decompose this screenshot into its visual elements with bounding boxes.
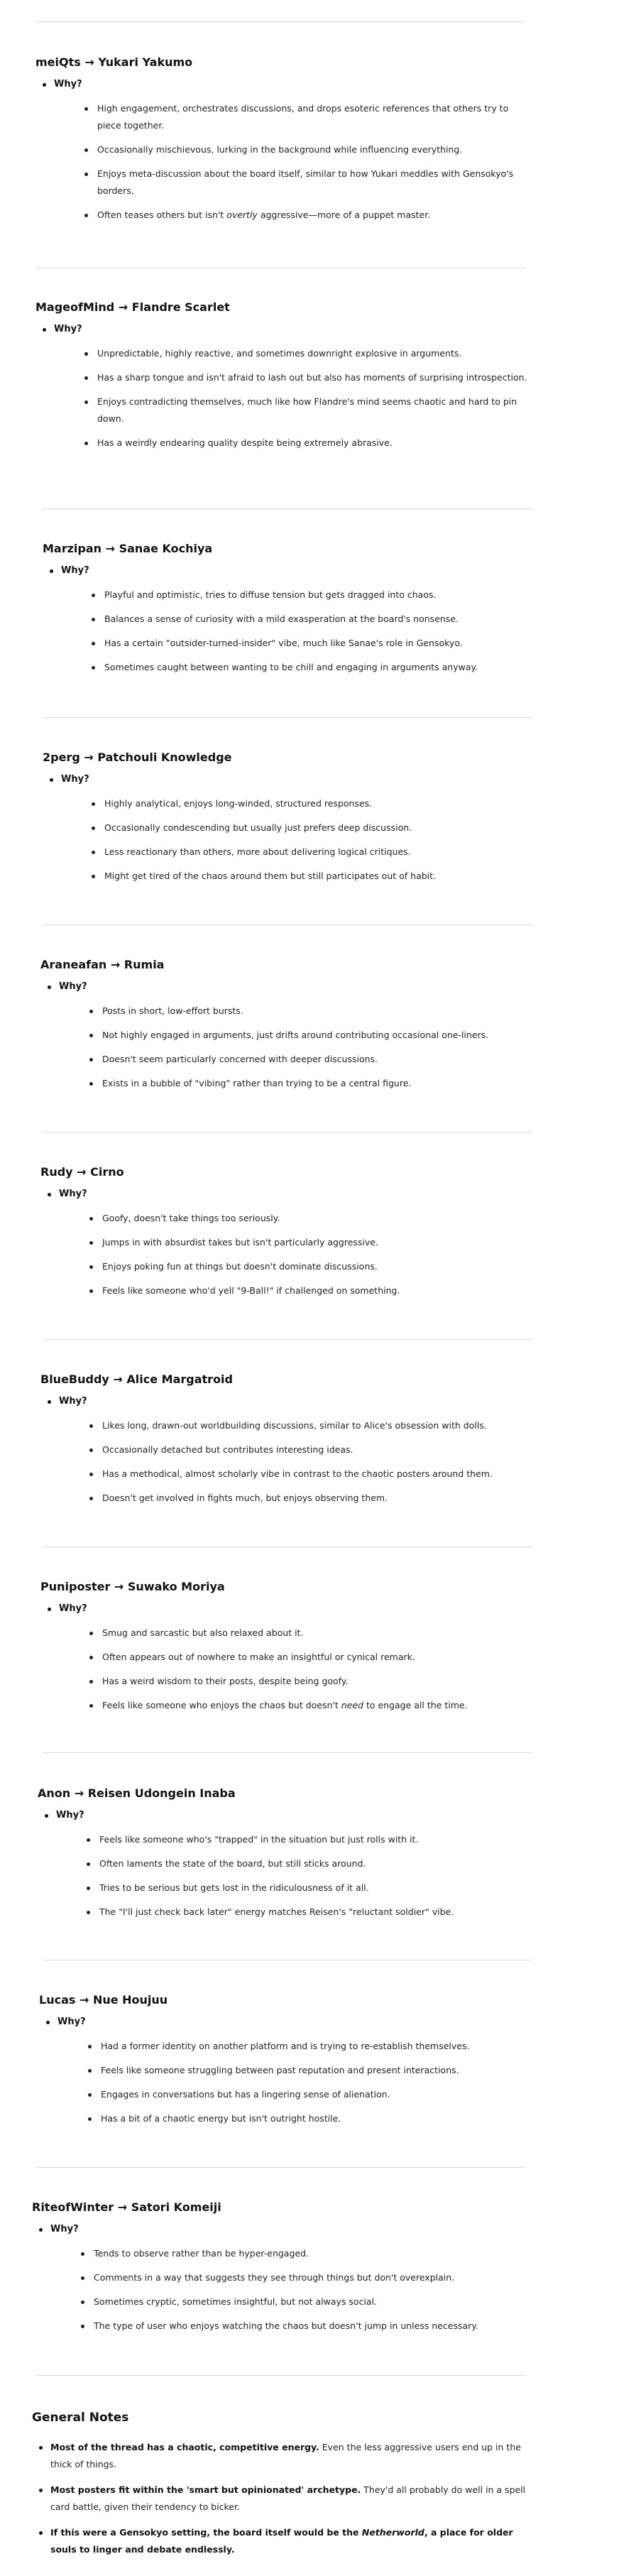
list-item: Had a former identity on another platform and is trying to re-establish themselves. <box>76 2038 536 2055</box>
list-item: Likes long, drawn-out worldbuilding discussions, similar to Alice's obsession with dolls. <box>77 1417 537 1434</box>
divider <box>43 1546 532 1547</box>
reason-list <box>59 1625 537 1714</box>
username: Puniposter <box>40 1580 111 1593</box>
list-item: Enjoys poking fun at things but doesn't dominate discussions. <box>77 1258 537 1275</box>
list-item: Tries to be serious but gets lost in the ridiculousness of it all. <box>75 1879 534 1896</box>
section-title: Araneafan → Rumia <box>40 958 165 971</box>
list-item: Posts in short, low-effort bursts. <box>77 1003 537 1020</box>
section-mageofmind <box>35 300 532 459</box>
general-notes-list <box>32 2439 529 2558</box>
section-riteofwinter <box>32 2200 529 2342</box>
section-title: MageofMind → Flandre Scarlet <box>35 300 230 314</box>
reason-list <box>54 345 532 452</box>
character-name: Nue Houjuu <box>92 1993 168 2007</box>
list-item: Has a methodical, almost scholarly vibe in contrast to the chaotic posters around them. <box>77 1466 537 1483</box>
list-item: Enjoys contradicting themselves, much like how Flandre's mind seems chaotic and hard to pin down. <box>72 393 532 427</box>
divider <box>43 1132 532 1133</box>
list-item: Often teases others but isn't overtly aggressive—more of a puppet master. <box>72 207 532 224</box>
divider <box>43 508 532 509</box>
section-title: BlueBuddy → Alice Margatroid <box>40 1372 233 1386</box>
list-item: Tends to observe rather than be hyper-engaged. <box>69 2245 529 2262</box>
section-meiqts <box>35 55 532 231</box>
why-item: Why? Smug and sarcastic but also relaxed about it. Often appears out of nowhere to make an insightful or cynical remark. Has a weird wisdom to their posts, despite being goofy. Feels like someone who enjoys the chaos but doesn't need to engage all the time. <box>40 1602 537 1714</box>
list-item: Highly analytical, enjoys long-winded, structured responses. <box>80 795 539 812</box>
username: Lucas <box>39 1993 76 2007</box>
divider <box>43 1339 532 1340</box>
reason-list <box>61 586 539 676</box>
list-item: Doesn't seem particularly concerned with deeper discussions. <box>77 1051 537 1068</box>
reason-list <box>50 2245 529 2335</box>
reason-list <box>61 795 539 885</box>
list-item: Smug and sarcastic but also relaxed about it. <box>77 1625 537 1642</box>
list-item: Often laments the state of the board, but still sticks around. <box>75 1855 534 1872</box>
section-rudy <box>40 1164 537 1306</box>
list-item: Occasionally detached but contributes interesting ideas. <box>77 1441 537 1458</box>
note-emphasis: Most of the thread has a chaotic, competitive energy. <box>50 2442 319 2452</box>
list-item: Feels like someone who enjoys the chaos but doesn't need to engage all the time. <box>77 1697 537 1714</box>
list-item: Most posters fit within the 'smart but opinionated' archetype. They'd all probably do well in a spell card battle, given their tendency to bicker. <box>32 2482 529 2516</box>
list-item: Not highly engaged in arguments, just drifts around contributing occasional one-liners. <box>77 1027 537 1044</box>
list-item: Has a weirdly endearing quality despite being extremely abrasive. <box>72 435 532 452</box>
list-item: Playful and optimistic, tries to diffuse tension but gets dragged into chaos. <box>80 586 539 604</box>
list-item: Unpredictable, highly reactive, and sometimes downright explosive in arguments. <box>72 345 532 362</box>
section-title: Lucas → Nue Houjuu <box>39 1993 168 2007</box>
section-title: Anon → Reisen Udongein Inaba <box>38 1786 236 1800</box>
note-emphasis: If this were a Gensokyo setting, the board itself would be the Netherworld, a place for older souls to linger and debate endlessly. <box>50 2527 513 2555</box>
emphasis: Netherworld <box>361 2527 424 2538</box>
why-list <box>40 1602 537 1714</box>
section-lucas <box>39 1992 536 2134</box>
section-araneafan <box>40 957 537 1099</box>
emphasis: need <box>341 1700 363 1710</box>
list-item: Goofy, doesn't take things too seriously. <box>77 1210 537 1227</box>
divider <box>43 1752 532 1753</box>
username: Araneafan <box>40 958 107 971</box>
why-item: Why? Highly analytical, enjoys long-winded, structured responses. Occasionally condescending but usually just prefers deep discussion. Less reactionary than others, more about delivering logical critiques. Might get tired of the chaos around them but still participates out of habit. <box>43 773 539 885</box>
character-name: Cirno <box>90 1165 124 1179</box>
divider <box>35 2375 525 2376</box>
why-list <box>43 773 539 885</box>
username: RiteofWinter <box>32 2200 114 2214</box>
general-notes-title: General Notes <box>32 2411 129 2425</box>
section-puniposter <box>40 1579 537 1721</box>
username: 2perg <box>43 751 80 764</box>
username: Marzipan <box>43 542 102 555</box>
list-item: Most of the thread has a chaotic, competitive energy. Even the less aggressive users end up in the thick of things. <box>32 2439 529 2473</box>
username: BlueBuddy <box>40 1372 109 1386</box>
why-item: Why? Had a former identity on another platform and is trying to re-establish themselves. Feels like someone struggling between past reputation and present interactions. Engages in conversations but has a lingering sense of alienation. Has a bit of a chaotic energy but isn't outright hostile. <box>39 2015 536 2127</box>
username: Rudy <box>40 1165 73 1179</box>
why-list <box>35 322 532 452</box>
character-name: Rumia <box>124 958 165 971</box>
list-item: Enjoys meta-discussion about the board itself, similar to how Yukari meddles with Gensokyo's borders. <box>72 165 532 200</box>
character-name: Sanae Kochiya <box>119 542 213 555</box>
emphasis: overtly <box>226 209 258 220</box>
reason-list <box>56 1831 534 1921</box>
list-item: Comments in a way that suggests they see through things but don't overexplain. <box>69 2269 529 2286</box>
list-item: Sometimes caught between wanting to be chill and engaging in arguments anyway. <box>80 659 539 676</box>
character-name: Flandre Scarlet <box>131 300 230 314</box>
reason-list <box>59 1417 537 1507</box>
section-title: Puniposter → Suwako Moriya <box>40 1580 225 1593</box>
divider <box>43 717 532 718</box>
character-name: Patchouli Knowledge <box>97 751 232 764</box>
why-list <box>43 564 539 676</box>
why-item: Why? Unpredictable, highly reactive, and sometimes downright explosive in arguments. Has a sharp tongue and isn't afraid to lash out but also has moments of surprising introspection. Enjoys contradicting themselves, much like how Flandre's mind seems chaotic and hard to pin down. Has a weirdly endearing quality despite being extremely abrasive. <box>35 322 532 452</box>
list-item: Often appears out of nowhere to make an insightful or cynical remark. <box>77 1649 537 1666</box>
general-notes <box>32 2409 529 2567</box>
list-item: Jumps in with absurdist takes but isn't particularly aggressive. <box>77 1234 537 1251</box>
why-list <box>40 1187 537 1299</box>
list-item: The type of user who enjoys watching the chaos but doesn't jump in unless necessary. <box>69 2318 529 2335</box>
why-list <box>40 1395 537 1507</box>
username: Anon <box>38 1786 71 1800</box>
section-title: Marzipan → Sanae Kochiya <box>43 542 213 555</box>
section-title: Rudy → Cirno <box>40 1165 124 1179</box>
why-list <box>38 1808 534 1921</box>
why-item: Why? High engagement, orchestrates discussions, and drops esoteric references that others try to piece together. Occasionally mischievous, lurking in the background while influencing everything. Enjoys meta-discussion about the board itself, similar to how Yukari meddles with Gensokyo's borders. Often teases others but isn't overtly aggressive—more of a puppet master. <box>35 77 532 224</box>
username: MageofMind <box>35 300 115 314</box>
section-marzipan <box>43 541 539 683</box>
why-list <box>32 2222 529 2335</box>
list-item: Engages in conversations but has a lingering sense of alienation. <box>76 2086 536 2103</box>
list-item: Doesn't get involved in fights much, but enjoys observing them. <box>77 1490 537 1507</box>
list-item: Sometimes cryptic, sometimes insightful, but not always social. <box>69 2293 529 2310</box>
why-item: Why? Goofy, doesn't take things too seriously. Jumps in with absurdist takes but isn't particularly aggressive. Enjoys poking fun at things but doesn't dominate discussions. Feels like someone who'd yell "9-Ball!" if challenged on something. <box>40 1187 537 1299</box>
list-item: Less reactionary than others, more about delivering logical critiques. <box>80 844 539 861</box>
note-emphasis: Most posters fit within the 'smart but opinionated' archetype. <box>50 2484 361 2495</box>
list-item: Might get tired of the chaos around them but still participates out of habit. <box>80 868 539 885</box>
section-title: RiteofWinter → Satori Komeiji <box>32 2200 221 2214</box>
list-item: Has a certain "outsider-turned-insider" vibe, much like Sanae's role in Gensokyo. <box>80 635 539 652</box>
list-item: Occasionally condescending but usually just prefers deep discussion. <box>80 819 539 836</box>
section-2perg <box>43 750 539 892</box>
why-item: Why? Playful and optimistic, tries to diffuse tension but gets dragged into chaos. Balances a sense of curiosity with a mild exasperation at the board's nonsense. Has a certain "outsider-turned-insider" vibe, much like Sanae's role in Gensokyo. Sometimes caught between wanting to be chill and engaging in arguments anyway. <box>43 564 539 676</box>
list-item: Feels like someone who's "trapped" in the situation but just rolls with it. <box>75 1831 534 1848</box>
list-item: High engagement, orchestrates discussions, and drops esoteric references that others try to piece together. <box>72 100 532 134</box>
list-item: Has a bit of a chaotic energy but isn't outright hostile. <box>76 2110 536 2127</box>
character-name: Reisen Udongein Inaba <box>87 1786 236 1800</box>
list-item: Feels like someone struggling between past reputation and present interactions. <box>76 2062 536 2079</box>
divider <box>35 2167 525 2168</box>
list-item: Exists in a bubble of "vibing" rather than trying to be a central figure. <box>77 1075 537 1092</box>
why-item: Why? Posts in short, low-effort bursts. Not highly engaged in arguments, just drifts around contributing occasional one-liners. Doesn't seem particularly concerned with deeper discussions. Exists in a bubble of "vibing" rather than trying to be a central figure. <box>40 980 537 1092</box>
why-list <box>35 77 532 224</box>
character-name: Yukari Yakumo <box>98 55 193 69</box>
reason-list <box>57 2038 536 2127</box>
why-list <box>40 980 537 1092</box>
character-name: Alice Margatroid <box>126 1372 233 1386</box>
list-item <box>32 2524 529 2558</box>
character-name: Suwako Moriya <box>127 1580 225 1593</box>
list-item: Feels like someone who'd yell "9-Ball!" if challenged on something. <box>77 1282 537 1299</box>
reason-list <box>54 100 532 224</box>
list-item: Occasionally mischievous, lurking in the background while influencing everything. <box>72 141 532 158</box>
why-item: Why? Feels like someone who's "trapped" in the situation but just rolls with it. Often laments the state of the board, but still sticks around. Tries to be serious but gets lost in the ridiculousness of it all. The "I'll just check back later" energy matches Reisen's "reluctant soldier" vibe. <box>38 1808 534 1921</box>
section-title: meiQts → Yukari Yakumo <box>35 55 193 69</box>
divider <box>43 924 532 925</box>
list-item: Balances a sense of curiosity with a mild exasperation at the board's nonsense. <box>80 611 539 628</box>
username: meiQts <box>35 55 81 69</box>
why-item: Why? Tends to observe rather than be hyper-engaged. Comments in a way that suggests they see through things but don't overexplain. Sometimes cryptic, sometimes insightful, but not always social. The type of user who enjoys watching the chaos but doesn't jump in unless necessary. <box>32 2222 529 2335</box>
section-bluebuddy <box>40 1372 537 1514</box>
list-item: The "I'll just check back later" energy matches Reisen's "reluctant soldier" vibe. <box>75 1904 534 1921</box>
why-list <box>39 2015 536 2127</box>
reason-list <box>59 1210 537 1299</box>
section-anon <box>38 1786 534 1928</box>
divider <box>35 21 525 22</box>
section-title: 2perg → Patchouli Knowledge <box>43 751 232 764</box>
list-item: Has a sharp tongue and isn't afraid to lash out but also has moments of surprising introspection. <box>72 369 532 386</box>
character-name: Satori Komeiji <box>131 2200 221 2214</box>
list-item: Has a weird wisdom to their posts, despite being goofy. <box>77 1673 537 1690</box>
why-item: Why? Likes long, drawn-out worldbuilding discussions, similar to Alice's obsession with dolls. Occasionally detached but contributes interesting ideas. Has a methodical, almost scholarly vibe in contrast to the chaotic posters around them. Doesn't get involved in fights much, but enjoys observing them. <box>40 1395 537 1507</box>
reason-list <box>59 1003 537 1092</box>
